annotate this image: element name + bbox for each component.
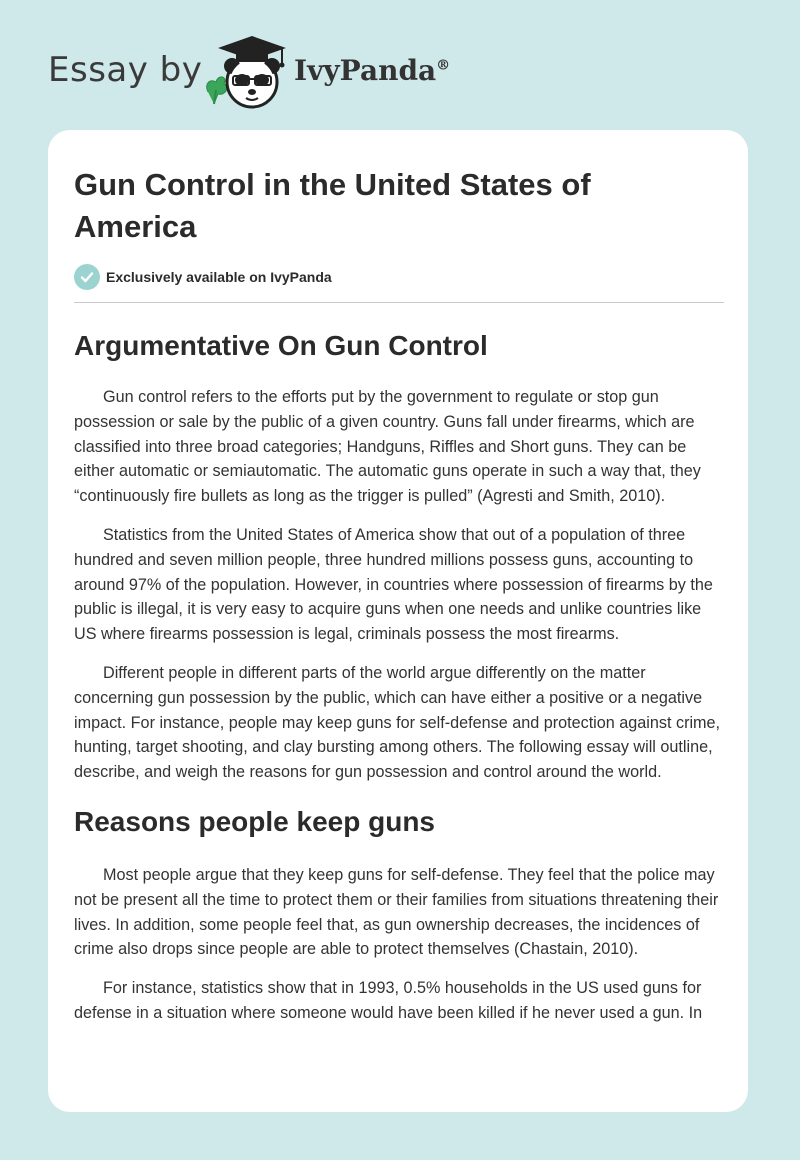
page-title: Gun Control in the United States of America (74, 167, 591, 244)
exclusive-badge (74, 264, 332, 290)
exclusive-badge-text: Exclusively available on IvyPanda (106, 269, 332, 285)
divider (74, 302, 724, 303)
essay-card (48, 130, 748, 1112)
check-icon (74, 264, 100, 290)
section-heading: Reasons people keep guns (74, 805, 435, 837)
brand-name[interactable] (294, 54, 450, 87)
brand-text: IvyPanda (294, 54, 437, 87)
paragraph: Different people in different parts of the world argue differently on the matter concerning gun possession by the public, which can have either a positive or a negative impact. For instance, people may keep guns for self-defense and protection against crime, hunting, target shooting, and clay bursting among others. The following essay will outline, describe, and weigh the reasons for gun possession and control around the world. (74, 663, 721, 782)
essay-by-label: Essay by (48, 50, 203, 90)
essay-content (74, 322, 724, 1040)
paragraph: Most people argue that they keep guns for self-defense. They feel that the police may not be present all the time to protect them or their families from situations threatening their lives. In addition, some people feel that, as gun ownership decreases, the incidences of crime also drops since people are able to protect themselves (Chastain, 2010). (74, 865, 719, 959)
paragraph: Gun control refers to the efforts put by the government to regulate or stop gun possession or sale by the public of a given country. Guns fall under firearms, which are classified into three broad categories; Handguns, Riffles and Short guns. They can be either automatic or semiautomatic. The automatic guns operate in such a way that, they “continuously fire bullets as long as the trigger is pulled” (Agresti and Smith, 2010). (74, 388, 701, 506)
paragraph: For instance, statistics show that in 1993, 0.5% households in the US used guns for defense in a situation where someone would have been killed if he never used a gun. In (74, 979, 703, 1022)
paragraph: Statistics from the United States of America show that out of a population of three hundred and seven million people, three hundred millions possess guns, accounting to around 97% of the population. However, in countries where possession of firearms by the public is illegal, it is very easy to acquire guns when one needs and unlike countries like US where firearms possession is legal, criminals possess the most firearms. (74, 525, 713, 644)
section-heading: Argumentative On Gun Control (74, 330, 488, 361)
site-header (48, 32, 748, 112)
registered-mark: ® (436, 57, 451, 74)
ivypanda-logo-icon[interactable] (202, 32, 292, 112)
